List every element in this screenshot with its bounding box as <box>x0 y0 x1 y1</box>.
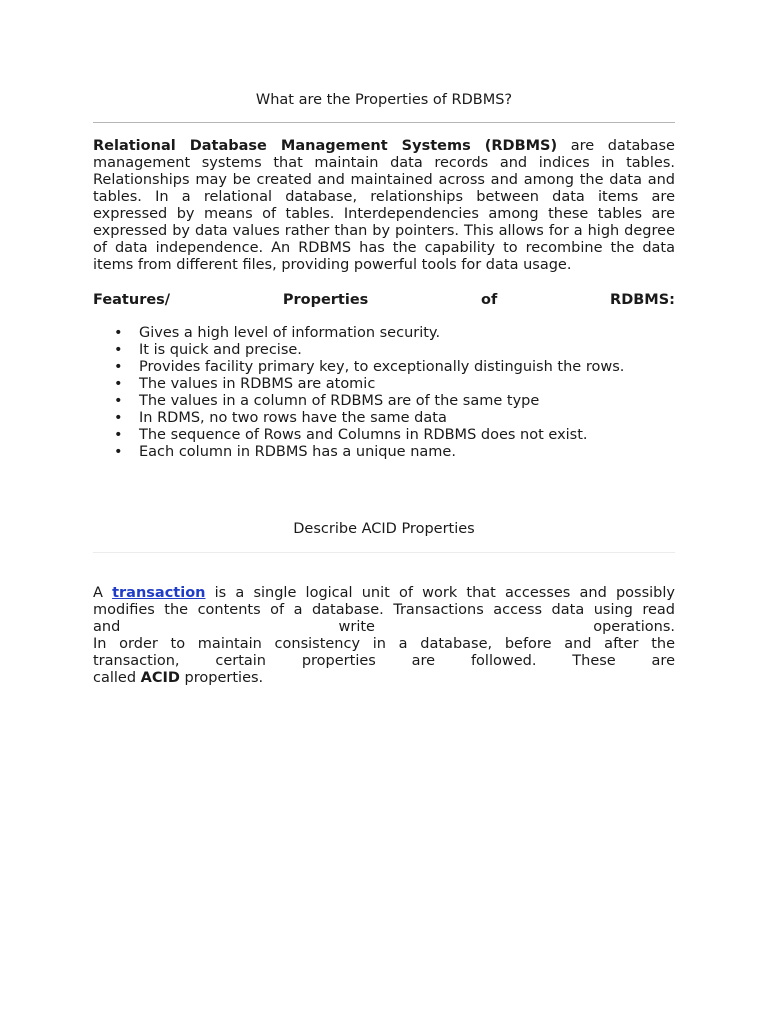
list-item <box>93 393 675 410</box>
acid-paragraph-line <box>93 585 675 602</box>
bullet-icon: • <box>114 325 123 341</box>
title-divider <box>93 122 675 123</box>
list-item-text: Gives a high level of information security. <box>139 325 441 341</box>
list-item-text: It is quick and precise. <box>139 342 302 358</box>
list-item-text: In RDMS, no two rows have the same data <box>139 410 447 426</box>
section-title-acid-properties: Describe ACID Properties <box>293 521 475 537</box>
list-item <box>93 376 675 393</box>
acid-paragraph-line: transaction, certain properties are followed. These are <box>93 653 675 669</box>
acid-paragraph-line: and write operations. <box>93 619 675 635</box>
list-item <box>93 342 675 359</box>
list-item-text: Provides facility primary key, to exceptionally distinguish the rows. <box>139 359 625 375</box>
rdbms-intro-paragraph <box>93 138 675 274</box>
acid-line-text: called <box>93 670 141 686</box>
list-item <box>93 427 675 444</box>
acid-paragraph-line: modifies the contents of a database. Transactions access data using read <box>93 602 675 618</box>
features-heading-word: of <box>481 292 498 308</box>
bullet-icon: • <box>114 376 123 392</box>
list-item-text: Each column in RDBMS has a unique name. <box>139 444 456 460</box>
acid-line-text: properties. <box>179 670 264 686</box>
bullet-icon: • <box>114 393 123 409</box>
bullet-icon: • <box>114 342 123 358</box>
list-item <box>93 359 675 376</box>
list-item-text: The values in RDBMS are atomic <box>139 376 376 392</box>
acid-paragraph-line <box>93 670 675 687</box>
bullet-icon: • <box>114 427 123 443</box>
acid-line-text: is a single logical unit of work that accesses and possibly <box>205 585 675 601</box>
rdbms-intro-bold-term: Relational Database Management Systems (RDBMS) <box>93 138 558 154</box>
acid-paragraph-line: In order to maintain consistency in a database, before and after the <box>93 636 675 652</box>
bullet-icon: • <box>114 444 123 460</box>
list-item-text: The sequence of Rows and Columns in RDBMS does not exist. <box>139 427 588 443</box>
section-title-rdbms-properties: What are the Properties of RDBMS? <box>255 92 513 108</box>
list-item-text: The values in a column of RDBMS are of the same type <box>139 393 540 409</box>
bullet-icon: • <box>114 359 123 375</box>
features-heading <box>93 292 675 309</box>
transaction-link[interactable]: transaction <box>112 585 206 601</box>
features-list <box>93 325 675 461</box>
acid-term: ACID <box>140 670 180 686</box>
list-item <box>93 444 675 461</box>
title-divider <box>93 552 675 553</box>
list-item <box>93 325 675 342</box>
features-heading-word: Properties <box>282 292 369 308</box>
acid-line-text: A <box>93 585 113 601</box>
list-item <box>93 410 675 427</box>
features-heading-word: RDBMS: <box>610 292 675 308</box>
features-heading-word: Features/ <box>93 292 171 308</box>
acid-paragraph <box>93 585 675 687</box>
rdbms-intro-text: are database management systems that maintain data records and indices in tables. Relationships may be created and maintained across and among the data and tables. In a relational database, relationships between data items are expressed by means of tables. Interdependencies among these tables are expressed by data values rather than by pointers. This allows for a high degree of data independence. An RDBMS has the capability to recombine the data items from different files, providing powerful tools for data usage. <box>93 138 675 273</box>
bullet-icon: • <box>114 410 123 426</box>
